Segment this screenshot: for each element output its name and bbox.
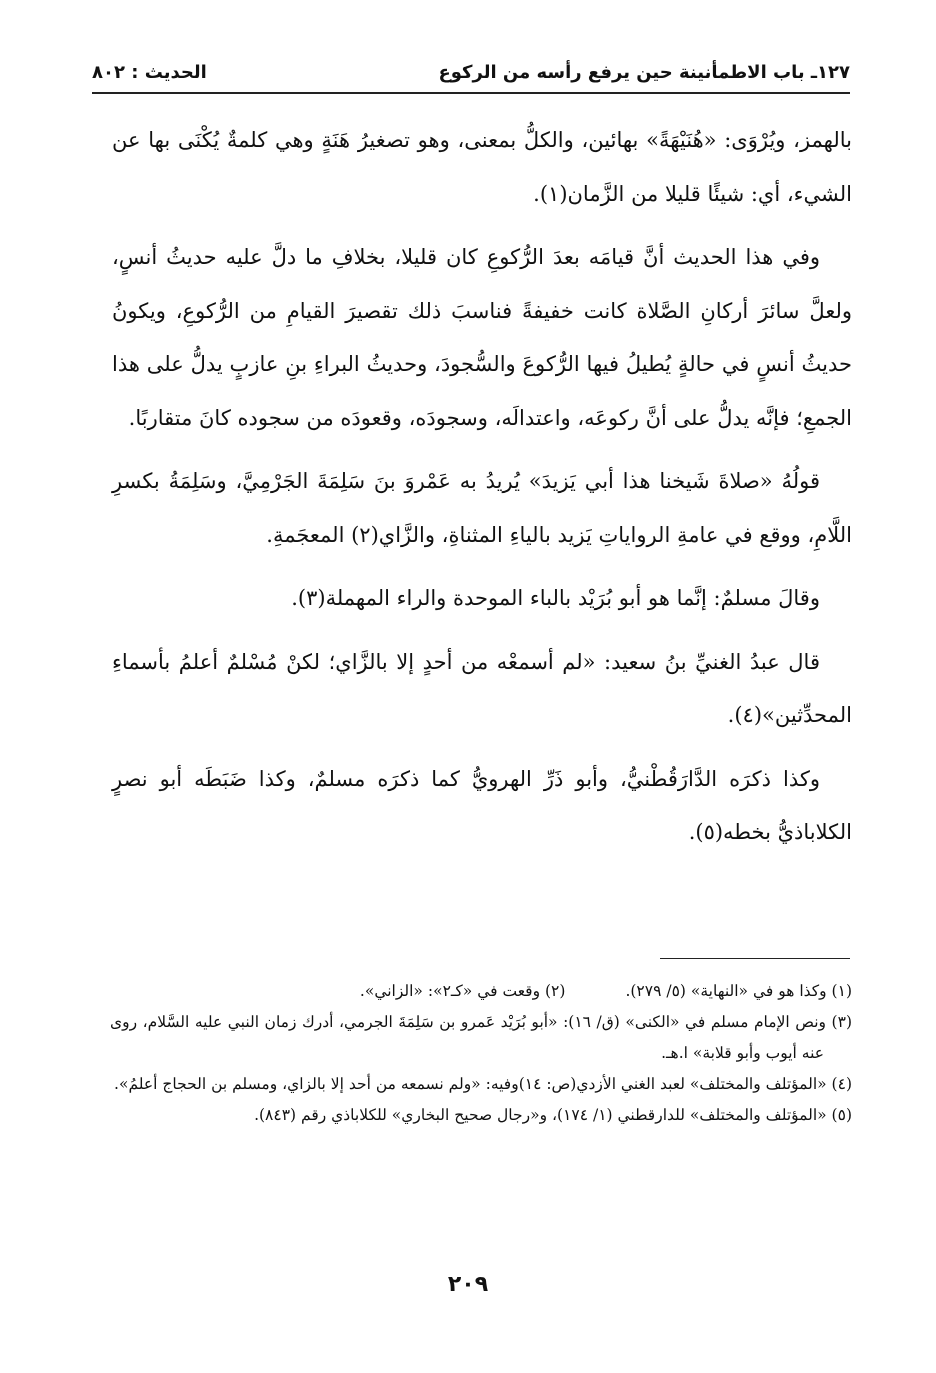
paragraph: قولُهُ «صلاةَ شَيخنا هذا أبي يَزيدَ» يُريدُ به عَمْروَ بنَ سَلِمَةَ الجَرْمِيَّ، وسَلِمَةُ بكسرِ اللَّامِ، ووقع في عامةِ الرواياتِ يَزيد بالياءِ المثناةِ، والزَّاي(٢) المعجَمةِ. [112, 469, 852, 547]
main-text [112, 114, 852, 860]
footnote-2: (٢) وقعت في «كـ٢»: «الزاني». [359, 982, 566, 1000]
footnote-separator [660, 958, 850, 959]
footnote-1: (١) وكذا هو في «النهاية» (٥/ ٢٧٩). [625, 982, 852, 1000]
footnote-5: (٥) «المؤتلف والمختلف» للدارقطني (١/ ١٧٤)، و«رجال صحيح البخاري» للكلاباذي رقم (٨٤٣). [254, 1106, 852, 1124]
footnote-4: (٤) «المؤتلف والمختلف» لعبد الغني الأزدي(ص: ١٤)وفيه: «ولم نسمعه من أحد إلا بالزاي، ومسلم بن الحجاج أعلمُ». [114, 1075, 852, 1093]
paragraph: بالهمز، ويُرْوَى: «هُنَيْهَةً» بهائين، والكلُّ بمعنى، وهو تصغيرُ هَنَةٍ وهي كلمةٌ يُكْنَى بها عن الشيء، أي: شيئًا قليلا من الزَّمان(١). [112, 128, 852, 206]
page-number: ٢٠٩ [447, 1272, 489, 1297]
paragraph: وكذا ذكرَه الدَّارَقُطْنيُّ، وأبو ذَرِّ الهرويُّ كما ذكرَه مسلمٌ، وكذا ضَبَطَه أبو نصرٍ الكلاباذيُّ بخطه(٥). [112, 766, 852, 844]
footnote-3: (٣) ونص الإمام مسلم في «الكنى» (ق/ ١٦): «أبو بُرَيْد عَمرو بن سَلِمَةَ الجرمي، أدرك زمان النبي عليه السَّلام، روى عنه أيوب وأبو قلابة» ا.هـ. [110, 1013, 852, 1062]
running-header [92, 58, 850, 94]
footnotes [110, 976, 852, 1131]
chapter-title: ١٢٧ـ باب الاطمأنينة حين يرفع رأسه من الركوع [438, 62, 850, 83]
hadith-number: الحديث : ٨٠٢ [92, 62, 207, 83]
footnote-row [110, 976, 852, 1007]
paragraph: وقالَ مسلمٌ: إنَّما هو أبو بُرَيْد بالباء الموحدة والراء المهملة(٣). [291, 586, 820, 610]
paragraph: قال عبدُ الغنيِّ بنُ سعيد: «لم أسمعْه من أحدٍ إلا بالزَّاي؛ لكنْ مُسْلمٌ أعلمُ بأسماءِ المحدِّثين»(٤). [112, 649, 852, 727]
paragraph: وفي هذا الحديث أنَّ قيامَه بعدَ الرُّكوعِ كان قليلا، بخلافِ ما دلَّ عليه حديثُ أنسٍ، ولعلَّ سائرَ أركانِ الصَّلاة كانت خفيفةً فناسبَ ذلك تقصيرَ القيامِ من الرُّكوعِ، ويكونُ حديثُ أنسٍ في حالةٍ يُطيلُ فيها الرُّكوعَ والسُّجودَ، وحديثُ البراءِ بنِ عازبٍ يدلُّ على هذا الجمعِ؛ فإنَّه يدلُّ على أنَّ ركوعَه، واعتدالَه، وسجودَه، وقعودَه من سجوده كانَ متقاربًا. [112, 245, 852, 430]
